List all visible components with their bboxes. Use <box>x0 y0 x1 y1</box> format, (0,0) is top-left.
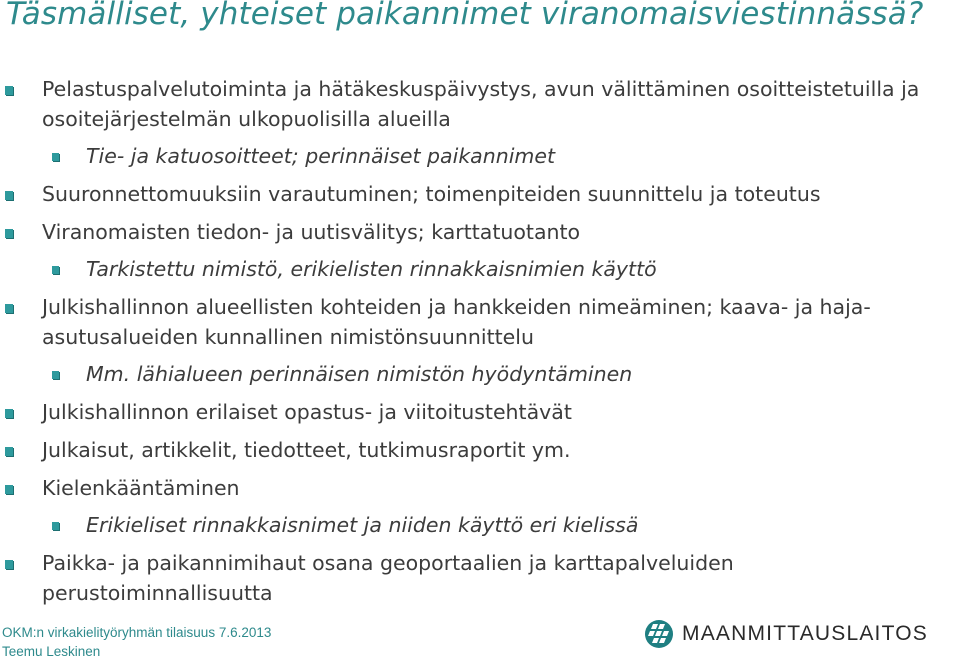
page-title: Täsmälliset, yhteiset paikannimet viranomaisviestinnässä? <box>6 0 924 32</box>
sub-bullet-text: Erikieliset rinnakkaisnimet ja niiden käyttö eri kielissä <box>86 513 639 537</box>
bullet-list <box>0 74 960 608</box>
globe-grid-icon <box>644 619 674 649</box>
square-bullet-icon <box>52 153 59 161</box>
logo-wordmark: MAANMITTAUSLAITOS <box>682 622 928 645</box>
bullet-item <box>0 292 960 352</box>
square-bullet-icon <box>5 485 13 494</box>
sub-bullet-item <box>0 359 960 389</box>
sub-bullet-item <box>0 254 960 284</box>
square-bullet-icon <box>5 191 13 200</box>
square-bullet-icon <box>5 304 13 313</box>
bullet-item <box>0 397 960 427</box>
square-bullet-icon <box>5 447 13 456</box>
bullet-item <box>0 473 960 503</box>
bullet-text: Paikka- ja paikannimihaut osana geoportaalien ja karttapalveluiden perustoiminnallisuutta <box>42 551 734 605</box>
sub-bullet-text: Mm. lähialueen perinnäisen nimistön hyödyntäminen <box>86 362 633 386</box>
sub-bullet-text: Tie- ja katuosoitteet; perinnäiset paikannimet <box>86 144 556 168</box>
bullet-text: Julkishallinnon erilaiset opastus- ja viitoitustehtävät <box>42 400 572 424</box>
sub-bullet-item <box>0 141 960 171</box>
bullet-item <box>0 548 960 608</box>
sub-bullet-item <box>0 510 960 540</box>
square-bullet-icon <box>52 371 59 379</box>
bullet-text: Julkishallinnon alueellisten kohteiden ja hankkeiden nimeäminen; kaava- ja haja-asutusalueiden kunnallinen nimistönsuunnittelu <box>42 295 871 349</box>
square-bullet-icon <box>5 229 13 238</box>
maanmittauslaitos-logo <box>644 618 928 650</box>
bullet-text: Pelastuspalvelutoiminta ja hätäkeskuspäivystys, avun välittäminen osoitteistetuilla ja osoitejärjestelmän ulkopuolisilla alueilla <box>42 77 920 131</box>
square-bullet-icon <box>52 522 59 530</box>
bullet-text: Kielenkääntäminen <box>42 476 240 500</box>
footer-event: OKM:n virkakielityöryhmän tilaisuus 7.6.2013 <box>2 625 272 640</box>
bullet-text: Julkaisut, artikkelit, tiedotteet, tutkimusraportit ym. <box>42 438 571 462</box>
square-bullet-icon <box>5 86 13 95</box>
bullet-item <box>0 74 960 134</box>
square-bullet-icon <box>5 560 13 569</box>
bullet-item <box>0 179 960 209</box>
bullet-item <box>0 217 960 247</box>
bullet-text: Suuronnettomuuksiin varautuminen; toimenpiteiden suunnittelu ja toteutus <box>42 182 821 206</box>
square-bullet-icon <box>52 266 59 274</box>
footer-author: Teemu Leskinen <box>2 644 101 659</box>
sub-bullet-text: Tarkistettu nimistö, erikielisten rinnakkaisnimien käyttö <box>86 257 657 281</box>
square-bullet-icon <box>5 409 13 418</box>
bullet-item <box>0 435 960 465</box>
bullet-text: Viranomaisten tiedon- ja uutisvälitys; karttatuotanto <box>42 220 581 244</box>
